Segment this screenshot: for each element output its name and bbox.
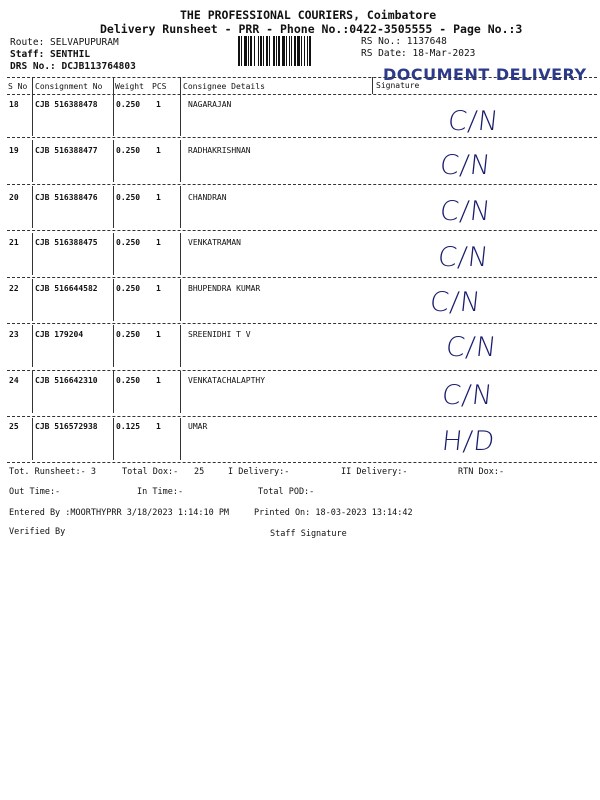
col-divider <box>180 279 181 321</box>
row-signature: C/N <box>440 380 495 411</box>
row-signature: C/N <box>428 287 483 318</box>
col-divider <box>180 94 181 136</box>
col-header-consignee: Consignee Details <box>183 82 265 91</box>
document-delivery-stamp: DOCUMENT DELIVERY <box>383 65 587 84</box>
col-divider <box>113 279 114 321</box>
total-dox-label: Total Dox:- <box>122 467 179 477</box>
col-divider <box>180 77 181 94</box>
col-divider <box>32 77 33 94</box>
col-divider <box>180 140 181 182</box>
col-divider <box>113 94 114 136</box>
header-top-divider <box>7 77 597 78</box>
row-consignee: CHANDRAN <box>188 193 227 202</box>
col-divider <box>32 233 33 275</box>
row-pcs: 1 <box>156 100 161 109</box>
row-signature: C/N <box>438 150 493 181</box>
row-weight: 0.250 <box>116 376 141 385</box>
col-header-pcs: PCS <box>152 82 167 91</box>
runsheet-subtitle: Delivery Runsheet - PRR - Phone No.:0422-3505555 - Page No.:3 <box>100 22 523 36</box>
col-header-weight: Weight <box>115 82 144 91</box>
row-consignment-no: CJB 516388477 <box>35 146 98 155</box>
col-divider <box>32 371 33 413</box>
row-consignee: VENKATACHALAPTHY <box>188 376 266 385</box>
col-divider <box>180 325 181 367</box>
row-weight: 0.250 <box>116 193 141 202</box>
row-sno: 25 <box>9 422 19 431</box>
row-consignee: VENKATRAMAN <box>188 238 241 247</box>
col-divider <box>113 186 114 228</box>
row-weight: 0.250 <box>116 284 141 293</box>
row-divider <box>7 137 597 138</box>
printed-on: Printed On: 18-03-2023 13:14:42 <box>254 508 413 518</box>
row-weight: 0.250 <box>116 330 141 339</box>
row-sno: 19 <box>9 146 19 155</box>
col-divider <box>113 418 114 460</box>
row-sno: 23 <box>9 330 19 339</box>
col-divider <box>180 186 181 228</box>
col-header-sno: S No <box>8 82 28 91</box>
col-divider <box>113 233 114 275</box>
col-divider <box>180 233 181 275</box>
row-pcs: 1 <box>156 284 161 293</box>
row-sno: 21 <box>9 238 19 247</box>
row-signature: C/N <box>446 106 501 137</box>
row-consignment-no: CJB 516388475 <box>35 238 98 247</box>
row-pcs: 1 <box>156 238 161 247</box>
rs-date: RS Date: 18-Mar-2023 <box>361 48 476 59</box>
row-consignee: NAGARAJAN <box>188 100 232 109</box>
row-weight: 0.250 <box>116 146 141 155</box>
row-signature: C/N <box>444 332 499 363</box>
staff-label: Staff: SENTHIL <box>10 49 91 60</box>
drs-number: DRS No.: DCJB113764803 <box>10 61 136 72</box>
col-divider <box>180 371 181 413</box>
staff-signature: Staff Signature <box>270 529 347 539</box>
row-pcs: 1 <box>156 193 161 202</box>
row-consignment-no: CJB 516388478 <box>35 100 98 109</box>
entered-by: Entered By :MOORTHYPRR 3/18/2023 1:14:10 PM <box>9 508 230 518</box>
row-consignee: SREENIDHI T V <box>188 330 251 339</box>
col-header-consignment: Consignment No <box>35 82 103 91</box>
col-divider <box>113 77 114 94</box>
row-consignee: UMAR <box>188 422 208 431</box>
row-consignment-no: CJB 516388476 <box>35 193 98 202</box>
row-divider <box>7 416 597 417</box>
row-divider <box>7 323 597 324</box>
row-sno: 22 <box>9 284 19 293</box>
row-weight: 0.250 <box>116 100 141 109</box>
col-divider <box>32 325 33 367</box>
company-title: THE PROFESSIONAL COURIERS, Coimbatore <box>180 8 437 22</box>
row-signature: C/N <box>436 242 491 273</box>
col-divider <box>113 371 114 413</box>
row-pcs: 1 <box>156 376 161 385</box>
row-consignment-no: CJB 516642310 <box>35 376 98 385</box>
rs-number: RS No.: 1137648 <box>361 36 447 47</box>
row-divider <box>7 184 597 185</box>
row-consignment-no: CJB 179204 <box>35 330 84 339</box>
total-pod: Total POD:- <box>258 487 315 497</box>
col-divider <box>32 186 33 228</box>
row-sno: 24 <box>9 376 19 385</box>
row-weight: 0.125 <box>116 422 141 431</box>
out-time: Out Time:- <box>9 487 61 497</box>
verified-by: Verified By <box>9 527 66 537</box>
row-signature: H/D <box>440 426 497 457</box>
barcode-image <box>238 36 354 66</box>
col-header-signature: Signature <box>376 81 420 90</box>
col-divider <box>32 140 33 182</box>
row-consignee: RADHAKRISHNAN <box>188 146 251 155</box>
col-divider <box>113 140 114 182</box>
row-consignment-no: CJB 516572938 <box>35 422 98 431</box>
header-bottom-divider <box>7 94 597 95</box>
route-label: Route: SELVAPUPURAM <box>10 37 119 48</box>
col-divider <box>113 325 114 367</box>
row-divider <box>7 277 597 278</box>
row-consignee: BHUPENDRA KUMAR <box>188 284 261 293</box>
col-divider <box>372 77 373 94</box>
row-divider <box>7 230 597 231</box>
row-pcs: 1 <box>156 422 161 431</box>
in-time: In Time:- <box>137 487 184 497</box>
row-consignment-no: CJB 516644582 <box>35 284 98 293</box>
row-signature: C/N <box>438 196 493 227</box>
row-divider <box>7 370 597 371</box>
row-pcs: 1 <box>156 330 161 339</box>
row-sno: 18 <box>9 100 19 109</box>
col-divider <box>32 418 33 460</box>
col-divider <box>180 418 181 460</box>
total-dox-value: 25 <box>194 467 205 477</box>
i-delivery: I Delivery:- <box>228 467 290 477</box>
ii-delivery: II Delivery:- <box>341 467 408 477</box>
row-pcs: 1 <box>156 146 161 155</box>
row-weight: 0.250 <box>116 238 141 247</box>
rtn-dox: RTN Dox:- <box>458 467 505 477</box>
table-bottom-divider <box>7 462 597 463</box>
col-divider <box>32 94 33 136</box>
col-divider <box>32 279 33 321</box>
row-sno: 20 <box>9 193 19 202</box>
tot-runsheet: Tot. Runsheet:- 3 <box>9 467 96 477</box>
